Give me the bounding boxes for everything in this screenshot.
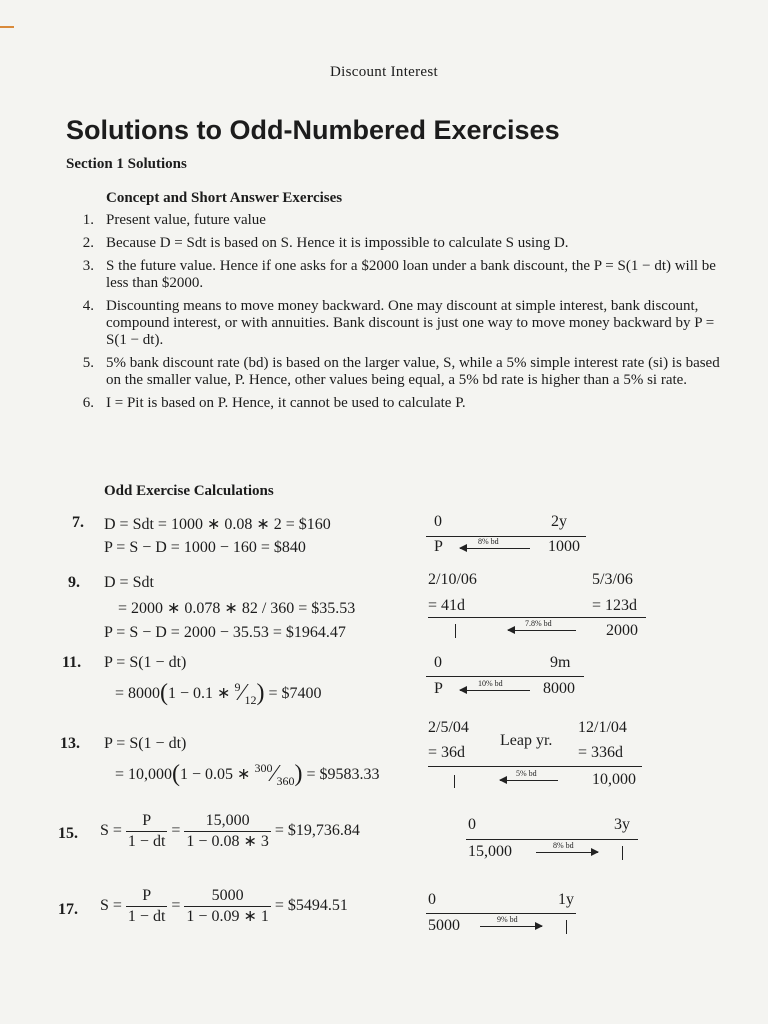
fraction-denominator: 1 − 0.09 ∗ 1 [186,908,269,925]
answer-number: 3. [82,258,94,274]
answer-text: Because D = Sdt is based on S. Hence it is impossible to calculate S using D. [106,235,569,251]
timeline-label: Leap yr. [500,732,553,749]
timeline-rule [428,617,646,618]
fraction-numerator: 5000 [184,886,270,907]
timeline-label: = 41d [428,597,466,614]
answer-text: Discounting means to move money backward. One may discount at simple interest, bank discount, compound interest, or with annuities. Bank discount is just one way to move money backward by P = S(1 − dt). [106,298,715,348]
timeline-label: P [434,538,443,555]
rate-label: 7.8% bd [525,619,552,628]
answer-item [70,395,730,412]
timeline-rule [466,839,638,840]
fraction [126,886,167,927]
exercise-number: 7. [72,514,84,531]
fraction-slash: ⁄ [272,761,277,787]
timeline-label: 8000 [543,680,575,697]
equation-part: = [171,897,181,915]
answer-item [70,258,730,292]
equation-part: = [171,822,181,840]
timeline-label: 12/1/04 [578,719,627,736]
timeline-arrow [500,780,558,781]
timeline-label: 1y [558,891,574,908]
concept-answers-list [70,212,730,418]
timeline-label: = 36d [428,744,466,761]
timeline-rule [426,676,584,677]
timeline-label: = 336d [578,744,624,761]
timeline-arrow [536,852,598,853]
exercise-number: 11. [62,654,82,671]
timeline-label: 5/3/06 [592,571,633,588]
fraction-denominator: 1 − dt [127,833,166,850]
timeline-label: 0 [434,654,442,671]
equation-line [115,761,380,789]
fraction-denominator: 1 − 0.08 ∗ 3 [186,833,269,850]
answer-text: Present value, future value [106,212,266,228]
equation-line [115,680,322,708]
paren-close: ) [256,680,265,706]
timeline-label: P [434,680,443,697]
answer-number: 2. [82,235,94,251]
timeline-label: 0 [434,513,442,530]
timeline-label: 10,000 [592,771,636,788]
exercise-number: 13. [60,735,80,752]
answer-text: I = Pit is based on P. Hence, it cannot be used to calculate P. [106,395,466,411]
answer-item [70,212,730,229]
timeline-tick [622,846,623,860]
timeline-label: 2/10/06 [428,571,477,588]
fraction-numerator: 15,000 [184,811,270,832]
exercise-number: 15. [58,825,78,842]
equation-line: D = Sdt [104,574,154,591]
answer-number: 4. [82,298,94,314]
exercise-number: 17. [58,901,78,918]
timeline-label: 9m [550,654,571,671]
equation-part: = 10,000 [115,766,173,783]
timeline-label: 2/5/04 [428,719,469,736]
equation-part: = $9583.33 [302,766,380,783]
timeline-tick [455,624,456,638]
equation-part: = $7400 [264,685,322,702]
timeline-label: 0 [468,816,476,833]
timeline-rule [426,913,576,914]
timeline-arrow [460,690,530,691]
answer-number: 1. [82,212,94,228]
equation-part: = 8000 [115,685,161,702]
paren-close: ) [294,761,303,787]
equation-line: P = S(1 − dt) [104,654,187,671]
answer-item [70,298,730,349]
fraction [126,811,167,852]
rate-label: 8% bd [553,841,574,850]
paren-open: ( [160,680,169,706]
answer-number: 6. [82,395,94,411]
timeline-arrow [460,548,530,549]
equation-part: = $19,736.84 [274,822,360,840]
fraction [184,886,270,927]
timeline-tick [454,775,455,788]
fraction-slash: ⁄ [240,680,245,706]
timeline-rule [426,536,586,537]
equation-line [100,811,360,852]
concept-heading: Concept and Short Answer Exercises [106,190,343,206]
rate-label: 9% bd [497,915,518,924]
exercise-number: 9. [68,574,80,591]
fraction-numerator: 300 [254,761,273,775]
timeline-label: 1000 [548,538,580,555]
equation-line [100,886,348,927]
equation-part: S = [100,822,122,840]
fraction-numerator: P [126,811,167,832]
rate-label: 8% bd [478,537,499,546]
equation-part: = $5494.51 [274,897,348,915]
rate-label: 5% bd [516,769,537,778]
equation-line: D = Sdt = 1000 ∗ 0.08 ∗ 2 = $160 [104,516,331,533]
equation-line: P = S − D = 1000 − 160 = $840 [104,539,306,556]
fraction-denominator: 360 [276,774,295,788]
timeline-label: 15,000 [468,843,512,860]
answer-number: 5. [82,355,94,371]
fraction-numerator: 9 [234,680,241,694]
timeline-label: 3y [614,816,630,833]
fraction-numerator: P [126,886,167,907]
running-head: Discount Interest [330,64,438,80]
timeline-label: 5000 [428,917,460,934]
fraction-denominator: 12 [244,693,257,707]
fraction-denominator: 1 − dt [127,908,166,925]
answer-text: 5% bank discount rate (bd) is based on the larger value, S, while a 5% simple interest rate (si) is based on the smaller value, P. Hence, other values being equal, a 5% bd rate is higher than a 5% si rate. [106,355,720,388]
equation-line: = 2000 ∗ 0.078 ∗ 82 / 360 = $35.53 [118,600,356,617]
timeline-arrow [480,926,542,927]
timeline-rule [428,766,642,767]
answer-item [70,235,730,252]
timeline-label: 2y [551,513,567,530]
fraction [184,811,270,852]
equation-part: 1 − 0.1 ∗ [168,685,235,702]
timeline-label: 2000 [606,622,638,639]
timeline-tick [566,920,567,934]
rate-label: 10% bd [478,679,503,688]
answer-item [70,355,730,389]
equation-line: P = S(1 − dt) [104,735,187,752]
equation-part: S = [100,897,122,915]
answer-text: S the future value. Hence if one asks for a $2000 loan under a bank discount, the P = S(1 − dt) will be less than $2000. [106,258,716,291]
equation-part: 1 − 0.05 ∗ [180,766,255,783]
scan-edge-mark [0,26,14,28]
section-heading: Section 1 Solutions [66,156,187,172]
timeline-label: = 123d [592,597,638,614]
calc-heading: Odd Exercise Calculations [104,483,274,499]
equation-line: P = S − D = 2000 − 35.53 = $1964.47 [104,624,346,641]
paren-open: ( [172,761,181,787]
page-title: Solutions to Odd-Numbered Exercises [66,115,560,145]
timeline-arrow [508,630,576,631]
timeline-label: 0 [428,891,436,908]
